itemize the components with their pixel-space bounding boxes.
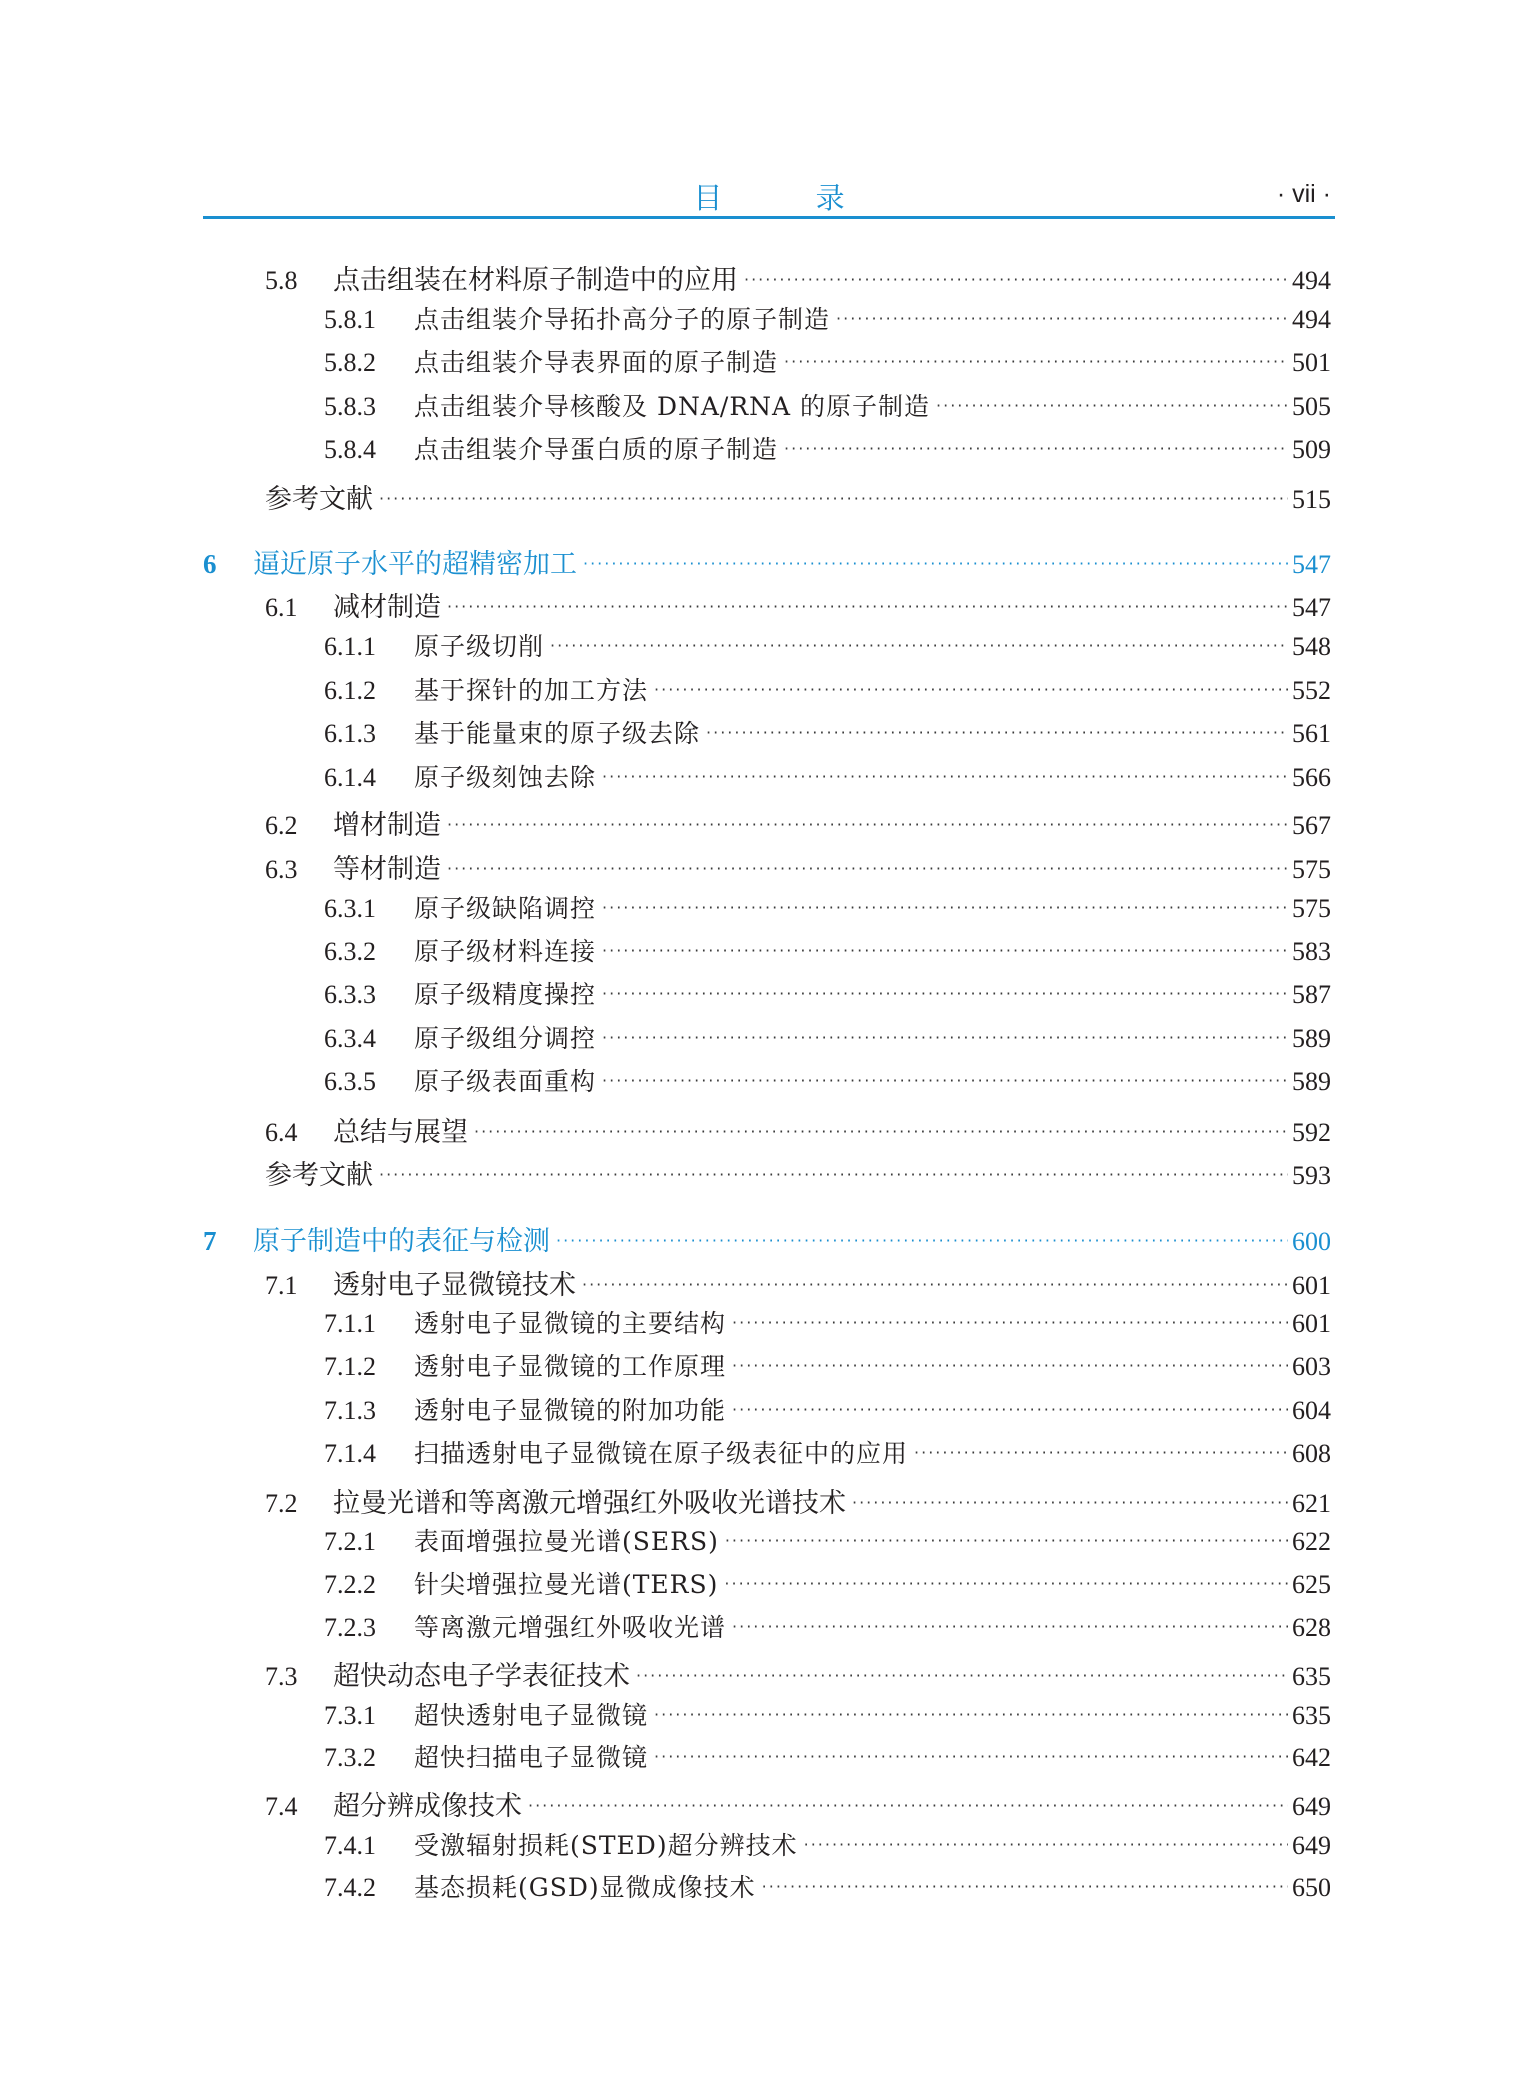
toc-entry-title: 超分辨成像技术 bbox=[333, 1791, 522, 1822]
toc-entry-title: 基于探针的加工方法 bbox=[414, 676, 649, 705]
toc-entry-number: 7.2.1 bbox=[324, 1527, 376, 1556]
dot-leader bbox=[732, 1617, 1288, 1636]
toc-entry-title: 透射电子显微镜的主要结构 bbox=[414, 1309, 727, 1338]
toc-entry-page: 575 bbox=[1292, 855, 1331, 884]
toc-chapter[interactable] bbox=[203, 1219, 1331, 1255]
dot-leader bbox=[914, 1443, 1288, 1462]
toc-entry-title: 透射电子显微镜的附加功能 bbox=[414, 1396, 727, 1425]
toc-entry-page: 547 bbox=[1292, 550, 1331, 579]
toc-entry-number: 6.4 bbox=[265, 1118, 298, 1147]
toc-entry-page: 625 bbox=[1292, 1570, 1331, 1599]
dot-leader bbox=[936, 396, 1288, 415]
toc-entry[interactable] bbox=[265, 1654, 1331, 1690]
toc-entry[interactable] bbox=[265, 1481, 1331, 1517]
dot-leader bbox=[602, 941, 1288, 960]
toc-entry-page: 575 bbox=[1292, 894, 1331, 923]
dot-leader bbox=[602, 1028, 1288, 1047]
dot-leader bbox=[724, 1574, 1288, 1593]
toc-entry-page: 592 bbox=[1292, 1118, 1331, 1147]
toc-entry-title: 参考文献 bbox=[265, 484, 373, 515]
toc-entry[interactable] bbox=[265, 1263, 1331, 1299]
toc-entry[interactable] bbox=[324, 1304, 1331, 1340]
toc-entry-page: 649 bbox=[1292, 1831, 1331, 1860]
toc-entry-page: 650 bbox=[1292, 1873, 1331, 1902]
dot-leader bbox=[744, 270, 1288, 289]
toc-entry-number: 7 bbox=[203, 1226, 217, 1256]
toc-entry-title: 点击组装在材料原子制造中的应用 bbox=[333, 265, 738, 296]
toc-entry-title: 基于能量束的原子级去除 bbox=[414, 719, 701, 748]
toc-entry-page: 561 bbox=[1292, 719, 1331, 748]
dot-leader bbox=[732, 1356, 1288, 1375]
toc-entry-title: 原子级表面重构 bbox=[414, 1067, 597, 1096]
toc-entry[interactable] bbox=[324, 343, 1331, 379]
toc-entry-number: 7.1.2 bbox=[324, 1352, 376, 1381]
toc-entry-title: 点击组装介导蛋白质的原子制造 bbox=[414, 435, 779, 464]
toc-entry-page: 604 bbox=[1292, 1396, 1331, 1425]
toc-entry[interactable] bbox=[324, 932, 1331, 968]
dot-leader bbox=[836, 309, 1288, 328]
toc-entry-number: 6.3.2 bbox=[324, 937, 376, 966]
toc-entry[interactable] bbox=[324, 1522, 1331, 1558]
dot-leader bbox=[852, 1493, 1288, 1512]
toc-entry-page: 548 bbox=[1292, 632, 1331, 661]
toc-entry-title: 等材制造 bbox=[333, 854, 441, 885]
toc-entry-page: 649 bbox=[1292, 1792, 1331, 1821]
toc-entry-page: 501 bbox=[1292, 348, 1331, 377]
toc-entry[interactable] bbox=[265, 258, 1331, 294]
toc-entry-page: 552 bbox=[1292, 676, 1331, 705]
dot-leader bbox=[556, 1231, 1288, 1250]
toc-entry[interactable] bbox=[324, 1434, 1331, 1470]
toc-entry-page: 589 bbox=[1292, 1024, 1331, 1053]
toc-entry-number: 6.1.3 bbox=[324, 719, 376, 748]
dot-leader bbox=[804, 1835, 1288, 1854]
toc-entry-title: 受激辐射损耗(STED)超分辨技术 bbox=[414, 1831, 798, 1860]
dot-leader bbox=[654, 680, 1288, 699]
dot-leader bbox=[379, 489, 1288, 508]
toc-entry-page: 547 bbox=[1292, 593, 1331, 622]
toc-entry-title: 增材制造 bbox=[333, 810, 441, 841]
toc-entry[interactable] bbox=[324, 1062, 1331, 1098]
toc-references[interactable] bbox=[265, 1153, 1331, 1189]
toc-entry-page: 494 bbox=[1292, 266, 1331, 295]
toc-entry-page: 567 bbox=[1292, 811, 1331, 840]
toc-entry[interactable] bbox=[324, 1738, 1331, 1774]
toc-entry-number: 7.4.2 bbox=[324, 1873, 376, 1902]
toc-entry-number: 7.3.2 bbox=[324, 1743, 376, 1772]
toc-entry[interactable] bbox=[265, 847, 1331, 883]
toc-entry-title: 原子级刻蚀去除 bbox=[414, 763, 597, 792]
toc-entry-page: 583 bbox=[1292, 937, 1331, 966]
toc-entry[interactable] bbox=[324, 300, 1331, 336]
page-title: 目 录 bbox=[693, 181, 887, 215]
toc-references[interactable] bbox=[265, 477, 1331, 513]
toc-entry-number: 5.8.2 bbox=[324, 348, 376, 377]
dot-leader bbox=[784, 352, 1288, 371]
toc-entry-number: 6.3.1 bbox=[324, 894, 376, 923]
toc-entry-title: 超快动态电子学表征技术 bbox=[333, 1661, 630, 1692]
dot-leader bbox=[602, 898, 1288, 917]
toc-entry-number: 7.4.1 bbox=[324, 1831, 376, 1860]
toc-entry-page: 494 bbox=[1292, 305, 1331, 334]
toc-entry-page: 635 bbox=[1292, 1701, 1331, 1730]
dot-leader bbox=[447, 815, 1288, 834]
toc-entry[interactable] bbox=[324, 1391, 1331, 1427]
dot-leader bbox=[447, 597, 1288, 616]
toc-entry-number: 7.1.4 bbox=[324, 1439, 376, 1468]
toc-entry-page: 608 bbox=[1292, 1439, 1331, 1468]
dot-leader bbox=[602, 767, 1288, 786]
toc-entry-number: 6.1 bbox=[265, 593, 298, 622]
toc-entry[interactable] bbox=[324, 671, 1331, 707]
toc-entry-page: 628 bbox=[1292, 1613, 1331, 1642]
toc-entry-title: 针尖增强拉曼光谱(TERS) bbox=[414, 1570, 719, 1599]
running-header bbox=[203, 168, 1335, 220]
dot-leader bbox=[732, 1400, 1288, 1419]
toc-entry-number: 6.1.4 bbox=[324, 763, 376, 792]
toc-entry-page: 587 bbox=[1292, 980, 1331, 1009]
toc-entry-title: 原子级组分调控 bbox=[414, 1024, 597, 1053]
toc-entry-page: 589 bbox=[1292, 1067, 1331, 1096]
toc-entry-title: 表面增强拉曼光谱(SERS) bbox=[414, 1527, 719, 1556]
toc-entry-title: 等离激元增强红外吸收光谱 bbox=[414, 1613, 727, 1642]
toc-entry-page: 601 bbox=[1292, 1309, 1331, 1338]
toc-entry-title: 原子制造中的表征与检测 bbox=[253, 1226, 550, 1257]
toc-entry-title: 超快扫描电子显微镜 bbox=[414, 1743, 649, 1772]
toc-entry-number: 5.8.1 bbox=[324, 305, 376, 334]
dot-leader bbox=[602, 1071, 1288, 1090]
toc-entry-title: 减材制造 bbox=[333, 592, 441, 623]
toc-entry-number: 6.3.4 bbox=[324, 1024, 376, 1053]
toc-entry-number: 6.3.3 bbox=[324, 980, 376, 1009]
dot-leader bbox=[706, 723, 1288, 742]
toc-entry-number: 7.4 bbox=[265, 1792, 298, 1821]
toc-entry-page: 600 bbox=[1292, 1227, 1331, 1256]
toc-entry-title: 原子级缺陷调控 bbox=[414, 894, 597, 923]
toc-entry[interactable] bbox=[324, 387, 1331, 423]
toc-entry[interactable] bbox=[324, 889, 1331, 925]
toc-entry[interactable] bbox=[324, 627, 1331, 663]
toc-entry-title: 拉曼光谱和等离激元增强红外吸收光谱技术 bbox=[333, 1488, 846, 1519]
toc-entry[interactable] bbox=[324, 975, 1331, 1011]
toc-entry[interactable] bbox=[265, 585, 1331, 621]
toc-entry-title: 透射电子显微镜技术 bbox=[333, 1270, 576, 1301]
toc-entry-page: 505 bbox=[1292, 392, 1331, 421]
toc-entry-page: 622 bbox=[1292, 1527, 1331, 1556]
toc-entry-number: 5.8.3 bbox=[324, 392, 376, 421]
toc-entry-page: 515 bbox=[1292, 485, 1331, 514]
toc-entry-number: 7.2 bbox=[265, 1489, 298, 1518]
toc-entry[interactable] bbox=[324, 430, 1331, 466]
dot-leader bbox=[550, 636, 1288, 655]
dot-leader bbox=[582, 1275, 1288, 1294]
dot-leader bbox=[762, 1877, 1288, 1896]
dot-leader bbox=[379, 1165, 1288, 1184]
toc-entry[interactable] bbox=[324, 1019, 1331, 1055]
toc-entry[interactable] bbox=[324, 758, 1331, 794]
toc-entry-page: 509 bbox=[1292, 435, 1331, 464]
toc-entry-number: 5.8 bbox=[265, 266, 298, 295]
toc-entry-number: 5.8.4 bbox=[324, 435, 376, 464]
toc-entry[interactable] bbox=[324, 1826, 1331, 1862]
header-rule bbox=[203, 216, 1335, 219]
toc-entry-number: 6.1.1 bbox=[324, 632, 376, 661]
toc-entry[interactable] bbox=[265, 1110, 1331, 1146]
dot-leader bbox=[636, 1666, 1288, 1685]
toc-entry[interactable] bbox=[324, 1696, 1331, 1732]
toc-entry-title: 透射电子显微镜的工作原理 bbox=[414, 1352, 727, 1381]
toc-entry-page: 601 bbox=[1292, 1271, 1331, 1300]
toc-entry-number: 6.2 bbox=[265, 811, 298, 840]
toc-entry[interactable] bbox=[324, 1868, 1331, 1904]
dot-leader bbox=[447, 859, 1288, 878]
toc-entry-number: 7.3 bbox=[265, 1662, 298, 1691]
toc-entry[interactable] bbox=[324, 1608, 1331, 1644]
toc-entry-page: 593 bbox=[1292, 1161, 1331, 1190]
page-number: · vii · bbox=[1276, 180, 1331, 208]
toc-entry-number: 6 bbox=[203, 549, 217, 579]
toc-entry-number: 7.1 bbox=[265, 1271, 298, 1300]
toc-entry-number: 7.2.2 bbox=[324, 1570, 376, 1599]
toc-entry-number: 6.3.5 bbox=[324, 1067, 376, 1096]
dot-leader bbox=[583, 554, 1288, 573]
toc-entry-title: 点击组装介导核酸及 DNA/RNA 的原子制造 bbox=[414, 392, 931, 421]
toc-entry-page: 635 bbox=[1292, 1662, 1331, 1691]
toc-entry[interactable] bbox=[324, 714, 1331, 750]
dot-leader bbox=[784, 439, 1288, 458]
toc-entry-number: 7.1.3 bbox=[324, 1396, 376, 1425]
toc-entry-title: 原子级切削 bbox=[414, 632, 545, 661]
toc-entry-title: 参考文献 bbox=[265, 1160, 373, 1191]
toc-entry-title: 逼近原子水平的超精密加工 bbox=[253, 549, 577, 580]
toc-entry-title: 扫描透射电子显微镜在原子级表征中的应用 bbox=[414, 1439, 909, 1468]
toc-entry-number: 6.1.2 bbox=[324, 676, 376, 705]
dot-leader bbox=[528, 1796, 1288, 1815]
toc-entry-title: 超快透射电子显微镜 bbox=[414, 1701, 649, 1730]
toc-chapter[interactable] bbox=[203, 542, 1331, 578]
toc-entry[interactable] bbox=[265, 1784, 1331, 1820]
dot-leader bbox=[474, 1122, 1288, 1141]
dot-leader bbox=[602, 984, 1288, 1003]
toc-entry-page: 642 bbox=[1292, 1743, 1331, 1772]
toc-entry-number: 6.3 bbox=[265, 855, 298, 884]
toc-entry-title: 点击组装介导表界面的原子制造 bbox=[414, 348, 779, 377]
toc-entry-title: 基态损耗(GSD)显微成像技术 bbox=[414, 1873, 756, 1902]
toc-entry-number: 7.1.1 bbox=[324, 1309, 376, 1338]
toc-entry-number: 7.2.3 bbox=[324, 1613, 376, 1642]
toc-entry-number: 7.3.1 bbox=[324, 1701, 376, 1730]
toc-entry[interactable] bbox=[324, 1347, 1331, 1383]
dot-leader bbox=[725, 1531, 1288, 1550]
toc-entry-title: 点击组装介导拓扑高分子的原子制造 bbox=[414, 305, 831, 334]
toc-entry[interactable] bbox=[324, 1565, 1331, 1601]
dot-leader bbox=[654, 1747, 1288, 1766]
toc-entry-page: 621 bbox=[1292, 1489, 1331, 1518]
toc-entry-page: 603 bbox=[1292, 1352, 1331, 1381]
toc-entry-title: 原子级材料连接 bbox=[414, 937, 597, 966]
toc-entry-title: 总结与展望 bbox=[333, 1117, 468, 1148]
toc-entry[interactable] bbox=[265, 803, 1331, 839]
toc-entry-page: 566 bbox=[1292, 763, 1331, 792]
dot-leader bbox=[732, 1313, 1288, 1332]
toc-entry-title: 原子级精度操控 bbox=[414, 980, 597, 1009]
dot-leader bbox=[654, 1705, 1288, 1724]
